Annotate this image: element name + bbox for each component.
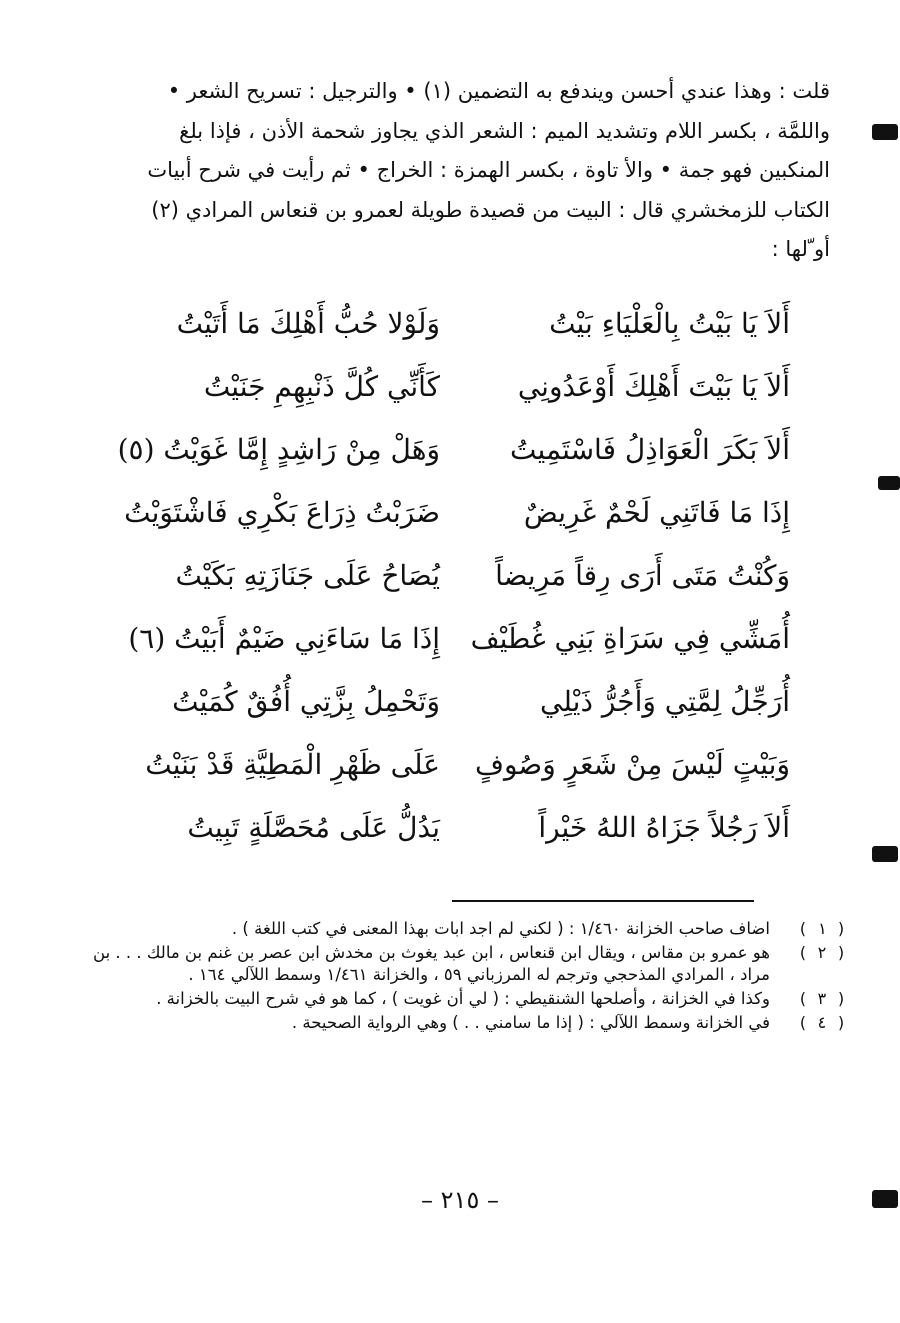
verse-second-hemistich: وَتَحْمِلُ بِزَّتِي أُفُقٌ كُمَيْتُ: [172, 685, 440, 718]
footnote-text: في الخزانة وسمط اللآلي : ( إذا ما سامني . . ) وهي الرواية الصحيحة .: [291, 1013, 770, 1032]
footnote-text: هو عمرو بن مقاس ، ويقال ابن قنعاس ، ابن عبد يغوث بن مخدش ابن عصر بن غنم بن مالك . . . بن مراد ، المرادي المذحجي وترجم له المرزباني ٥٩ ، والخزانة ١/٤٦١ وسمط اللآلي ١٦٤ .: [93, 943, 770, 984]
verse-row: [110, 424, 790, 487]
prose-line: المنكبين فهو جمة • والأ تاوة ، بكسر الهمزة : الخراج • ثم رأيت في شرح أبيات: [147, 158, 830, 182]
footnote-number: ( ١ ): [797, 919, 847, 938]
footnote-text: وكذا في الخزانة ، وأصلحها الشنقيطي : ( لي أن غويت ) ، كما هو في شرح البيت بالخزانة .: [156, 989, 770, 1008]
verse-row: [110, 613, 790, 676]
prose-paragraph: [70, 72, 830, 270]
scan-ink-mark: [872, 1190, 898, 1208]
verse-second-hemistich: كَأَنِّي كُلَّ ذَنْبِهِمِ جَنَيْتُ: [203, 370, 440, 403]
verse-row: [110, 550, 790, 613]
verse-second-hemistich: وَلَوْلا حُبُّ أَهْلِكَ مَا أَتَيْتُ: [176, 307, 440, 340]
verse-first-hemistich: أَلاَ يَا بَيْتُ بِالْعَلْيَاءِ بَيْتُ: [549, 307, 790, 340]
prose-line: الكتاب للزمخشري قال : البيت من قصيدة طويلة لعمرو بن قنعاس المرادي (٢): [151, 197, 830, 222]
prose-line: واللمَّة ، بكسر اللام وتشديد الميم : الشعر الذي يجاوز شحمة الأذن ، فإذا بلغ: [179, 118, 830, 143]
prose-line: قلت : وهذا عندي أحسن ويندفع به التضمين (١) • والترجيل : تسريح الشعر •: [167, 79, 830, 103]
footnotes: [90, 918, 847, 1036]
scan-ink-mark: [872, 124, 898, 140]
scan-ink-mark: [878, 476, 900, 490]
verse-first-hemistich: وَبَيْتٍ لَيْسَ مِنْ شَعَرٍ وَصُوفٍ: [474, 748, 790, 781]
footnote-number: ( ٣ ): [797, 989, 847, 1008]
verse-second-hemistich: عَلَى ظَهْرِ الْمَطِيَّةِ قَدْ بَنَيْتُ: [145, 748, 440, 781]
verse-row: [110, 739, 790, 802]
verse-first-hemistich: أُرَجِّلُ لِمَّتِي وَأَجُرُّ ذَيْلِي: [540, 685, 790, 718]
verse-row: [110, 298, 790, 361]
footnote: [90, 942, 847, 986]
verse-row: [110, 487, 790, 550]
verse-first-hemistich: أُمَشِّي فِي سَرَاةِ بَنِي غُطَيْف: [470, 622, 790, 655]
verse-second-hemistich: إِذَا مَا سَاءَنِي ضَيْمٌ أَبَيْتُ (٦): [128, 622, 440, 655]
verse-second-hemistich: يَدُلُّ عَلَى مُحَصَّلَةٍ تَبِيتُ: [187, 811, 440, 844]
scan-ink-mark: [872, 846, 898, 862]
verse-first-hemistich: أَلاَ بَكَرَ الْعَوَاذِلُ فَاسْتَمِيتُ: [510, 433, 790, 466]
verse-row: [110, 361, 790, 424]
footnote-number: ( ٢ ): [797, 943, 847, 962]
verse-first-hemistich: أَلاَ رَجُلاً جَزَاهُ اللهُ خَيْراً: [538, 811, 790, 844]
verse-second-hemistich: وَهَلْ مِنْ رَاشِدٍ إِمَّا غَوَيْتُ (٥): [117, 433, 440, 466]
verse-first-hemistich: أَلاَ يَا بَيْتَ أَهْلِكَ أَوْعَدُونِي: [517, 370, 790, 403]
footnote-text: اضاف صاحب الخزانة ١/٤٦٠ : ( لكني لم اجد ابات بهذا المعنى في كتب اللغة ) .: [231, 919, 770, 938]
verse-first-hemistich: إِذَا مَا فَاتَنِي لَحْمٌ غَرِيضٌ: [523, 496, 790, 529]
footnote: [90, 918, 847, 940]
verse-second-hemistich: يُصَاحُ عَلَى جَنَازَتِهِ بَكَيْتُ: [175, 559, 440, 592]
footnote: [90, 1012, 847, 1034]
verse-row: [110, 676, 790, 739]
footnote-number: ( ٤ ): [797, 1013, 847, 1032]
page-number: – ٢١٥ –: [421, 1186, 499, 1214]
verse-first-hemistich: وَكُنْتُ مَتَى أَرَى رِقاً مَرِيضاً: [495, 559, 790, 592]
verse-second-hemistich: ضَرَبْتُ ذِرَاعَ بَكْرِي فَاشْتَوَيْتُ: [124, 496, 440, 529]
prose-line: أو ّلها :: [771, 237, 830, 261]
verse-row: [110, 802, 790, 865]
footnote: [90, 988, 847, 1010]
poem-verses: [110, 298, 790, 865]
footnote-separator: [452, 900, 754, 902]
